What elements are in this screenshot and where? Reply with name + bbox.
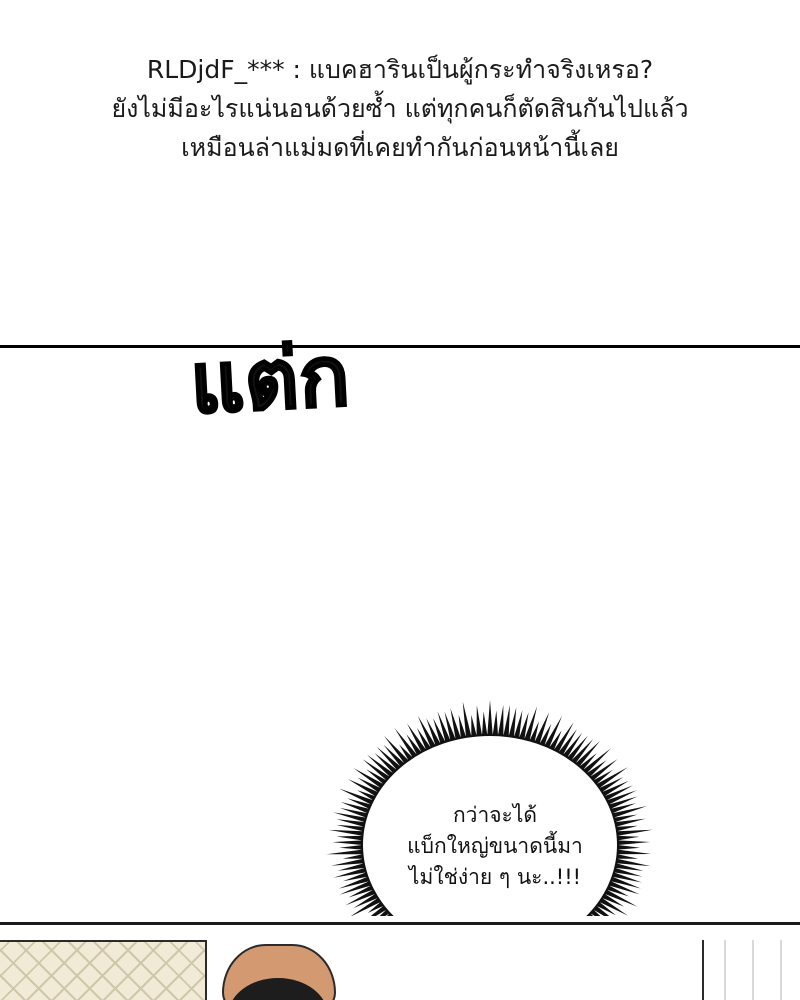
rug-pattern bbox=[0, 942, 205, 1000]
comment-line-1: RLDjdF_*** : แบคฮารินเป็นผู้กระทำจริงเหรอ? bbox=[146, 55, 654, 84]
wall-stripe bbox=[752, 940, 754, 1000]
comment-block bbox=[0, 50, 800, 167]
balloon-line-2: แบ็กใหญ่ขนาดนี้มา bbox=[407, 834, 583, 858]
balloon-line-1: กว่าจะได้ bbox=[452, 803, 538, 827]
scene-rug bbox=[0, 940, 207, 1000]
wall-stripe bbox=[780, 940, 782, 1000]
balloon-text bbox=[360, 800, 630, 893]
sfx-text: แต่ก bbox=[187, 326, 353, 433]
scene-wall-right bbox=[702, 940, 800, 1000]
bottom-scene bbox=[0, 916, 800, 1000]
scene-horizon-line bbox=[0, 922, 800, 925]
balloon-line-3: ไม่ใช่ง่าย ๆ นะ..!!! bbox=[408, 865, 582, 889]
wall-stripe bbox=[724, 940, 726, 1000]
comment-line-2: ยังไม่มีอะไรแน่นอนด้วยซ้ำ แต่ทุกคนก็ตัดสินกันไปแล้ว bbox=[111, 94, 689, 123]
comment-line-3: เหมือนล่าแม่มดที่เคยทำกันก่อนหน้านี้เลย bbox=[181, 133, 619, 162]
